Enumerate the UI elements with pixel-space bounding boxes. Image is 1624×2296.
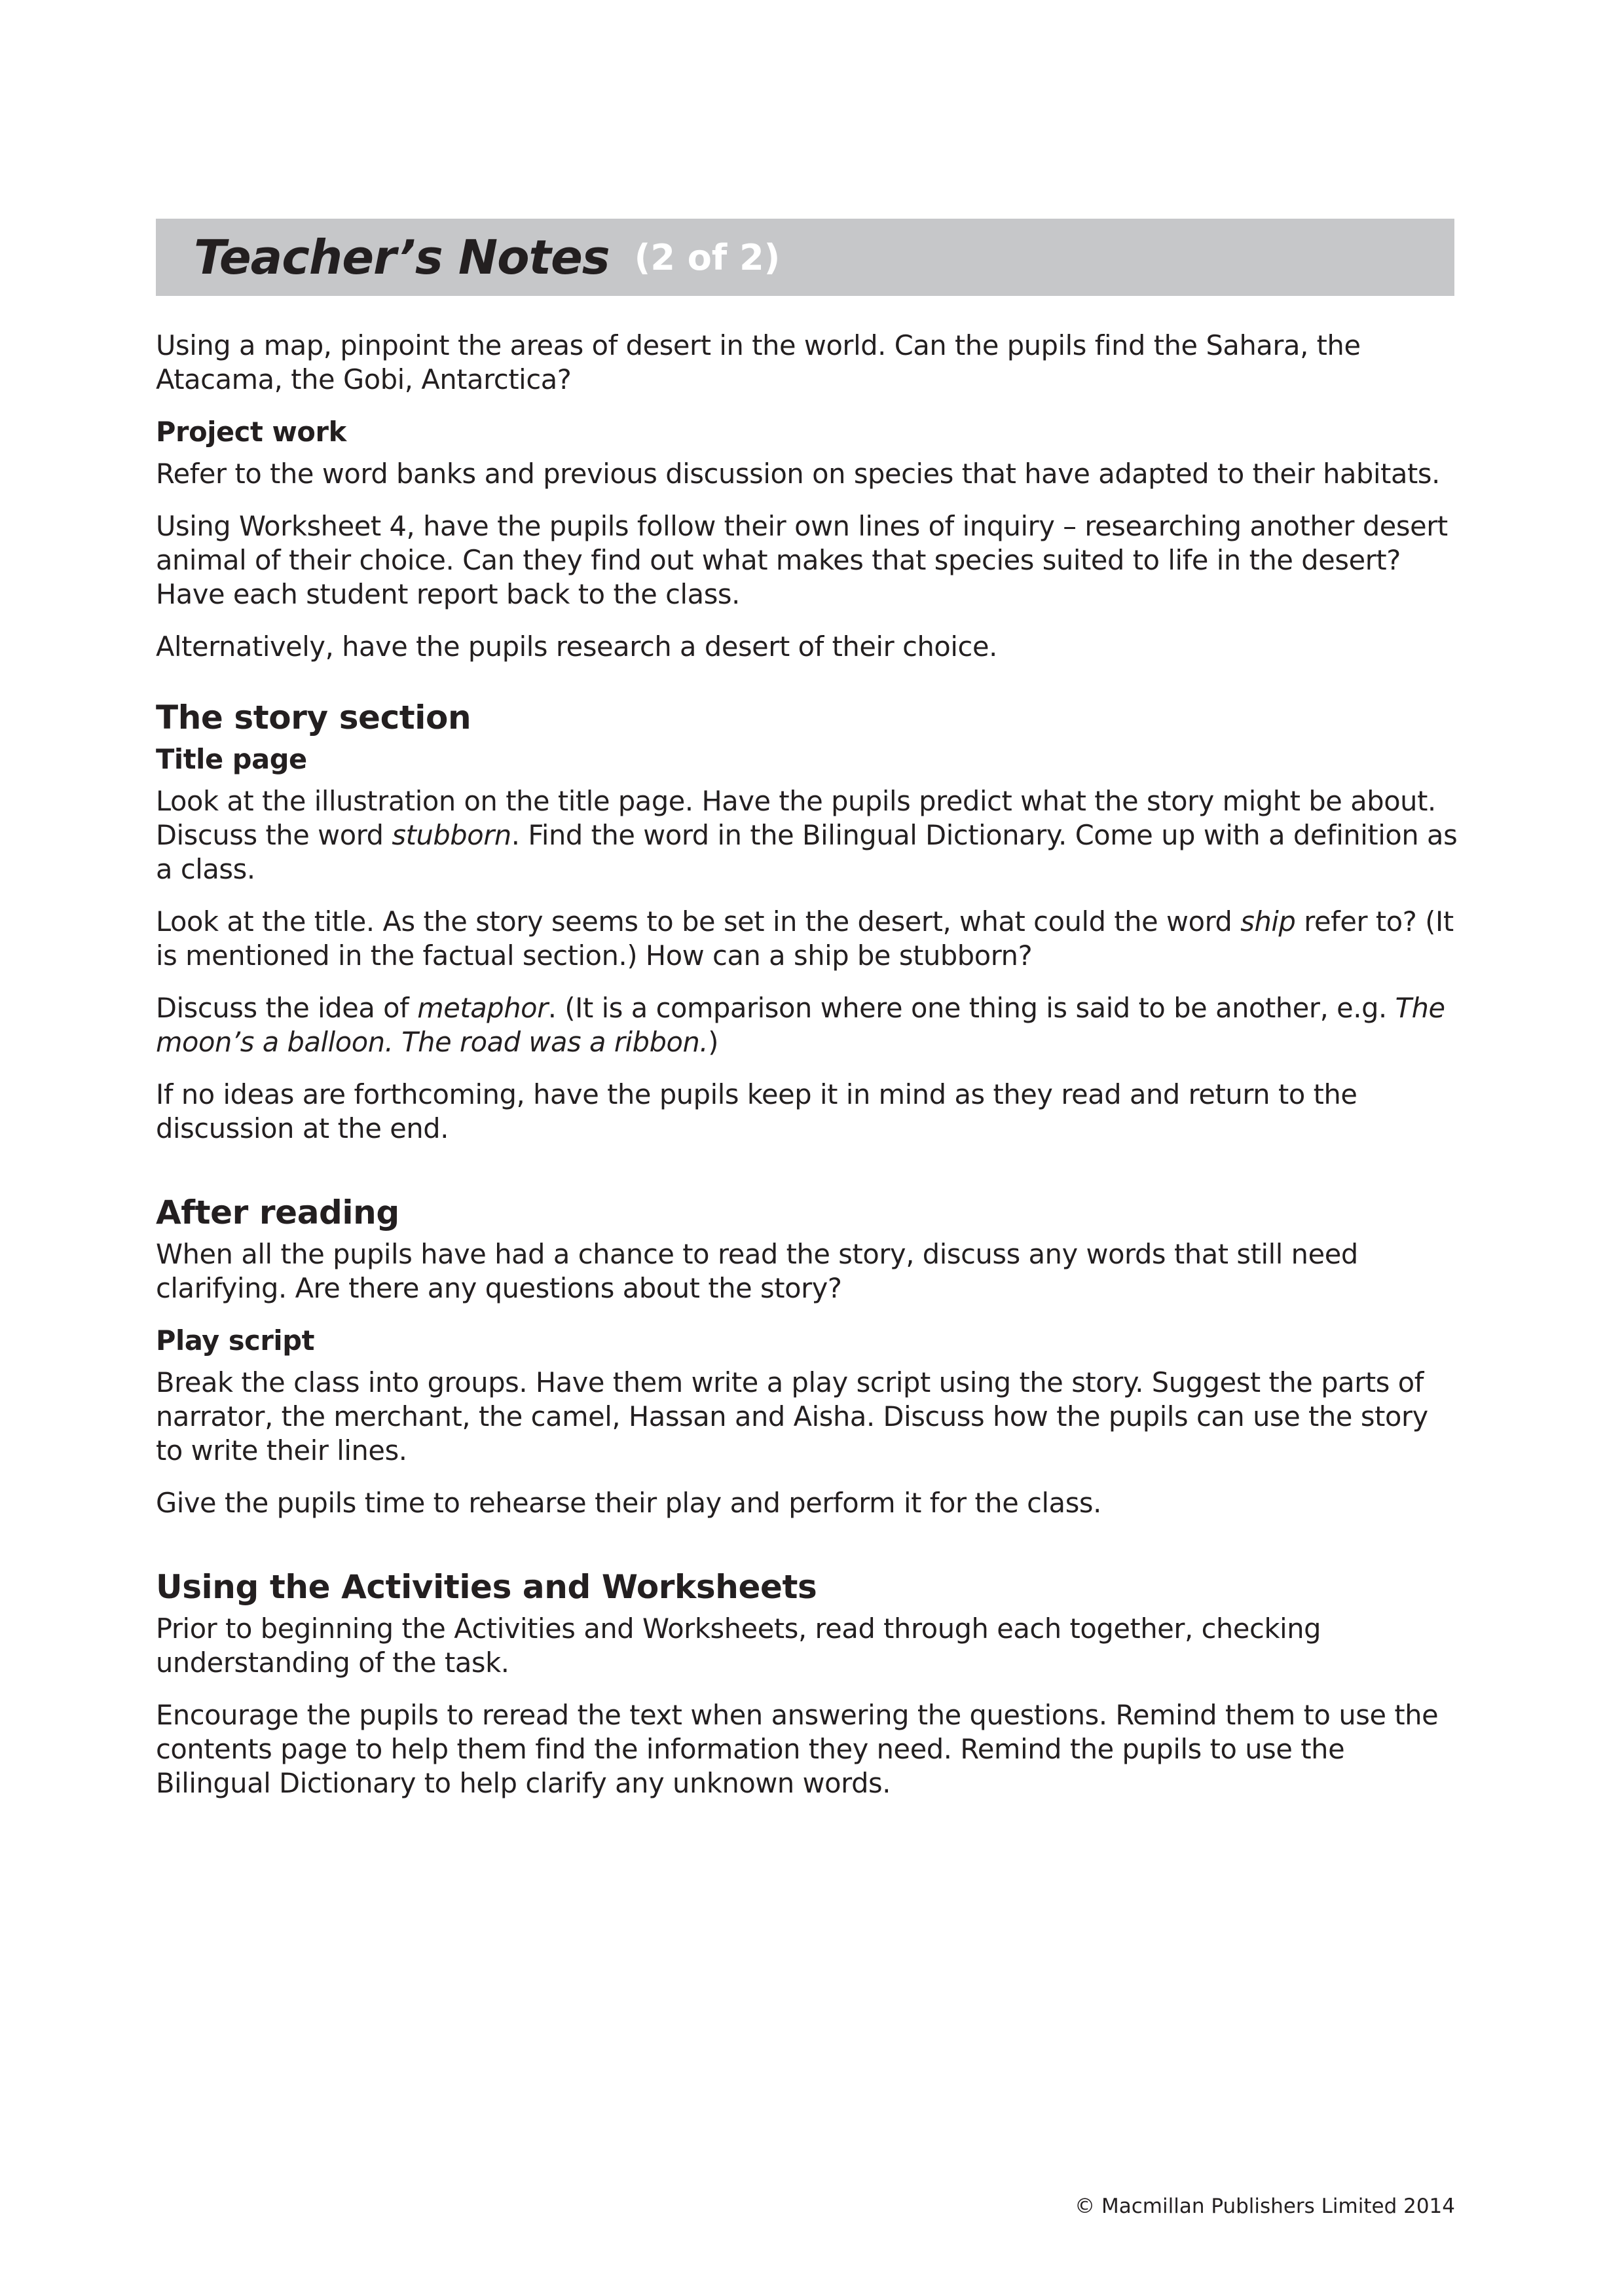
intro-paragraph: Using a map, pinpoint the areas of desert in the world. Can the pupils find the Sahara, the Atacama, the Gobi, Antarctica? bbox=[156, 329, 1361, 395]
after-reading-paragraph-1: When all the pupils have had a chance to read the story, discuss any words that still need clarifying. Are there any questions about the story? bbox=[156, 1238, 1358, 1304]
text-run: Discuss the idea of bbox=[156, 992, 418, 1024]
emphasis-stubborn: stubborn bbox=[392, 819, 511, 851]
emphasis-ship: ship bbox=[1240, 905, 1296, 938]
play-script-heading: Play script bbox=[156, 1324, 315, 1357]
emphasis-examples: The moon’s a balloon. The road was a ribbon. bbox=[156, 992, 1445, 1058]
title-page-paragraph-3 bbox=[156, 991, 1459, 1059]
after-reading-heading: After reading bbox=[156, 1194, 399, 1231]
play-script-paragraph-2: Give the pupils time to rehearse their play and perform it for the class. bbox=[156, 1487, 1101, 1519]
copyright-footer: © Macmillan Publishers Limited 2014 bbox=[1075, 2195, 1455, 2218]
title-page-paragraph-4: If no ideas are forthcoming, have the pupils keep it in mind as they read and return to the discussion at the end. bbox=[156, 1078, 1357, 1144]
text-run: . (It is a comparison where one thing is said to be another, e.g. bbox=[547, 992, 1395, 1024]
title-page-paragraph-1 bbox=[156, 784, 1459, 886]
project-work-paragraph-2: Using Worksheet 4, have the pupils follow their own lines of inquiry – researching another desert animal of their choice. Can they find out what makes that species suited to life in the desert? Have each student report back to the class. bbox=[156, 510, 1448, 610]
text-run: Look at the title. As the story seems to be set in the desert, what could the word bbox=[156, 905, 1241, 938]
title-page-heading: Title page bbox=[156, 743, 307, 775]
play-script-paragraph-1: Break the class into groups. Have them write a play script using the story. Suggest the parts of narrator, the merchant, the camel, Hassan and Aisha. Discuss how the pupils can use the story to write their lines. bbox=[156, 1366, 1428, 1467]
page-indicator: (2 of 2) bbox=[634, 236, 781, 278]
project-work-paragraph-1: Refer to the word banks and previous discussion on species that have adapted to their habitats. bbox=[156, 458, 1440, 490]
main-content bbox=[156, 329, 1459, 1819]
header-bar bbox=[156, 219, 1454, 296]
text-run: refer to? (It is mentioned in the factual section.) How can a ship be stubborn? bbox=[156, 905, 1454, 972]
emphasis-metaphor: metaphor bbox=[417, 992, 548, 1024]
project-work-paragraph-3: Alternatively, have the pupils research a desert of their choice. bbox=[156, 630, 997, 663]
activities-paragraph-1: Prior to beginning the Activities and Worksheets, read through each together, checking understanding of the task. bbox=[156, 1613, 1321, 1679]
page-title: Teacher’s Notes bbox=[194, 230, 610, 285]
text-run: Look at the illustration on the title page. Have the pupils predict what the story might be about. Discuss the word bbox=[156, 785, 1436, 851]
title-page-paragraph-2 bbox=[156, 905, 1459, 973]
story-section-heading: The story section bbox=[156, 699, 471, 737]
project-work-heading: Project work bbox=[156, 416, 346, 448]
text-run: . Find the word in the Bilingual Dictionary. Come up with a definition as a class. bbox=[156, 819, 1458, 885]
text-run: ) bbox=[708, 1026, 718, 1058]
activities-heading: Using the Activities and Worksheets bbox=[156, 1568, 817, 1606]
activities-paragraph-2: Encourage the pupils to reread the text when answering the questions. Remind them to use the contents page to help them find the information they need. Remind the pupils to use the Bilingual Dictionary to help clarify any unknown words. bbox=[156, 1699, 1439, 1799]
